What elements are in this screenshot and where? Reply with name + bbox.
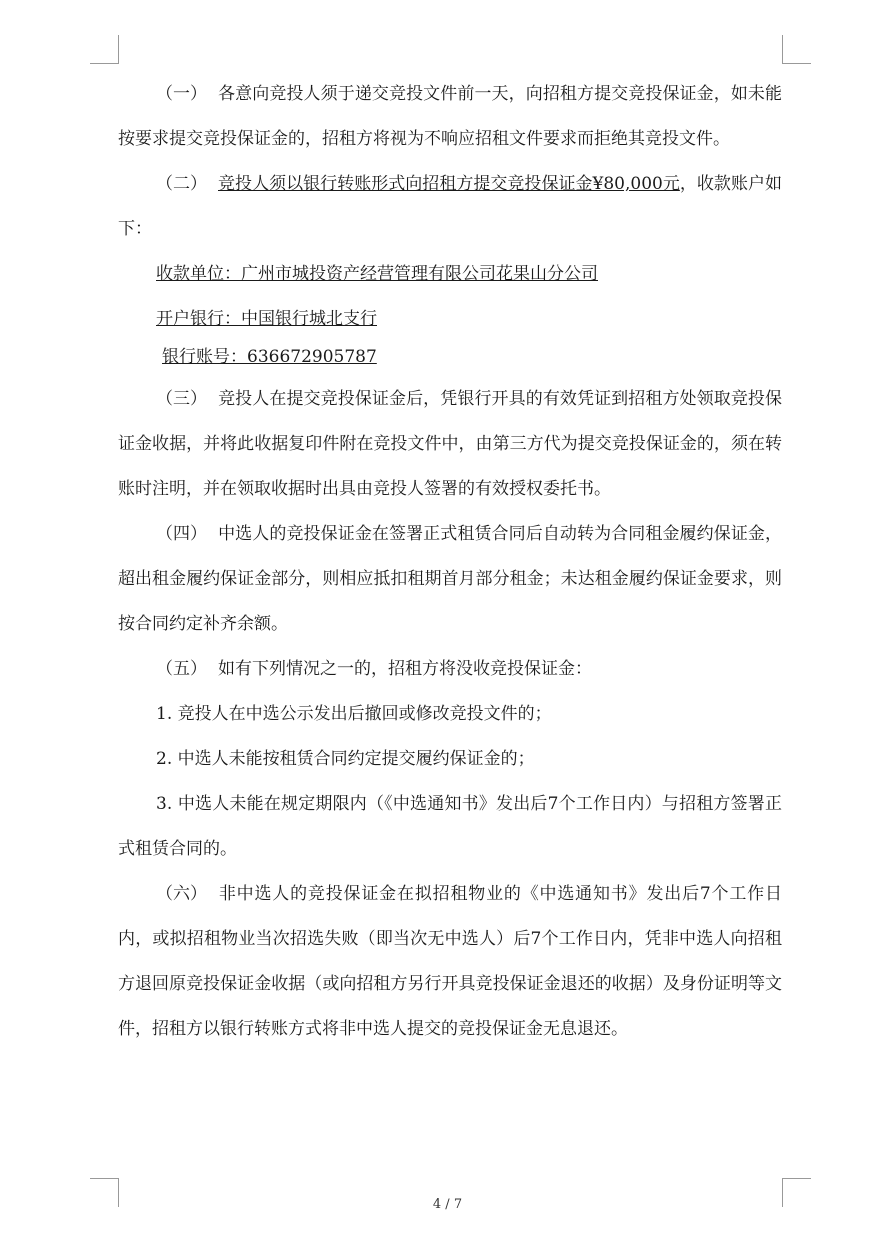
paragraph-number: （二） [156, 174, 207, 194]
paragraph-1: （一） 各意向竞投人须于递交竞投文件前一天，向招租方提交竞投保证金，如未能按要求提交竞投保证金的，招租方将视为不响应招租文件要求而拒绝其竞投文件。 [118, 72, 782, 162]
paragraph-number: （五） [156, 659, 207, 679]
account-payee: 收款单位：广州市城投资产经营管理有限公司花果山分公司 [156, 264, 598, 284]
account-number: 银行账号：636672905787 [162, 347, 377, 367]
list-item: 3. 中选人未能在规定期限内（《中选通知书》发出后7个工作日内）与招租方签署正式租赁合同的。 [118, 794, 782, 859]
paragraph-4: （四） 中选人的竞投保证金在签署正式租赁合同后自动转为合同租金履约保证金，超出租金履约保证金部分，则相应抵扣租期首月部分租金；未达租金履约保证金要求，则按合同约定补齐余额。 [118, 512, 782, 647]
account-bank: 开户银行：中国银行城北支行 [156, 309, 377, 329]
paragraph-5: （五） 如有下列情况之一的，招租方将没收竞投保证金： [118, 647, 782, 692]
paragraph-number: （三） [156, 389, 207, 409]
paragraph-number: （六） [156, 884, 207, 904]
deposit-requirement: 竞投人须以银行转账形式向招租方提交竞投保证金¥80,000元 [218, 174, 680, 194]
list-item: 1. 竞投人在中选公示发出后撤回或修改竞投文件的； [156, 704, 552, 724]
paragraph-6: （六） 非中选人的竞投保证金在拟招租物业的《中选通知书》发出后7个工作日内，或拟招租物业当次招选失败（即当次无中选人）后7个工作日内，凭非中选人向招租方退回原竞投保证金收据（或向招租方另行开具竞投保证金退还的收据）及身份证明等文件，招租方以银行转账方式将非中选人提交的竞投保证金无息退还。 [118, 872, 782, 1052]
paragraph-number: （一） [156, 84, 207, 104]
document-body [118, 72, 782, 1052]
paragraph-2: （二） 竞投人须以银行转账形式向招租方提交竞投保证金¥80,000元，收款账户如下： [118, 162, 782, 252]
paragraph-number: （四） [156, 524, 207, 544]
corner-mark-top-left [90, 35, 119, 64]
corner-mark-top-right [782, 35, 811, 64]
paragraph-3: （三） 竞投人在提交竞投保证金后，凭银行开具的有效凭证到招租方处领取竞投保证金收据，并将此收据复印件附在竞投文件中，由第三方代为提交竞投保证金的，须在转账时注明，并在领取收据时出具由竞投人签署的有效授权委托书。 [118, 377, 782, 512]
page-number: 4 / 7 [432, 1197, 463, 1212]
list-item: 2. 中选人未能按租赁合同约定提交履约保证金的； [156, 749, 535, 769]
